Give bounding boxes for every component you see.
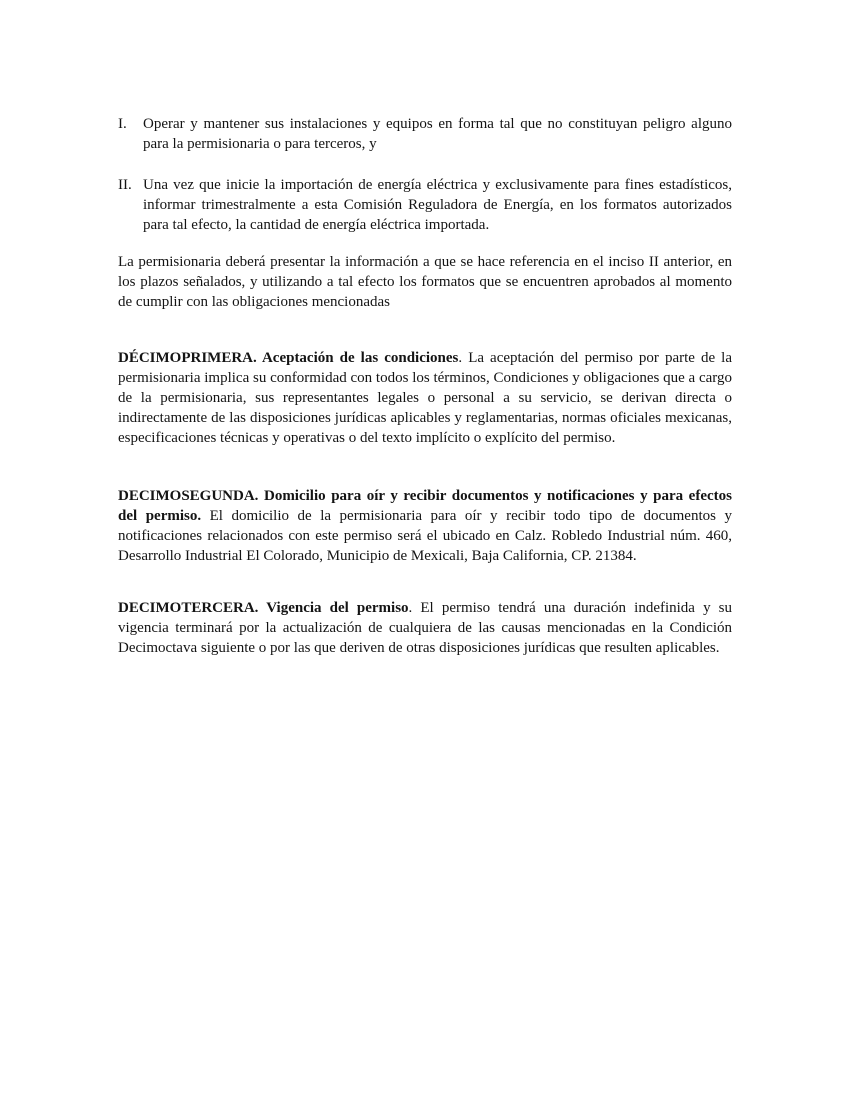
paragraph-obligations-text: La permisionaria deberá presentar la información a que se hace referencia en el inciso II anterior, en los plazos señalados, y utilizando a tal efecto los formatos que se encuentren aprobados al momento de cumplir con las obligaciones mencionadas — [118, 254, 732, 310]
paragraph-condition-decimoprimera — [118, 348, 732, 448]
list-item-1 — [118, 114, 732, 154]
list-item-1-text: Operar y mantener sus instalaciones y equipos en forma tal que no constituyan peligro alguno para la permisionaria o para terceros, y — [143, 116, 732, 152]
paragraph-obligations — [118, 252, 732, 312]
condition-decimosegunda-text: El domicilio de la permisionaria para oír y recibir todo tipo de documentos y notificaciones relacionados con este permiso será el ubicado en Calz. Robledo Industrial núm. 460, Desarrollo Industrial El Colorado, Municipio de Mexicali, Baja California, CP. 21384. — [118, 508, 732, 564]
condition-decimotercera-text: . El permiso tendrá una duración indefinida y su vigencia terminará por la actualización de cualquiera de las causas mencionadas en la Condición Decimoctava siguiente o por las que deriven de otras disposiciones jurídicas que resulten aplicables. — [118, 600, 733, 656]
list-item-2 — [118, 175, 732, 235]
list-item-2-text: Una vez que inicie la importación de energía eléctrica y exclusivamente para fines estadísticos, informar trimestralmente a esta Comisión Reguladora de Energía, en los formatos autorizados para tal efecto, la cantidad de energía eléctrica importada. — [143, 177, 732, 233]
document-content — [118, 114, 732, 658]
condition-decimosegunda-heading: DECIMOSEGUNDA. Domicilio para oír y recibir documentos y notificaciones y para efectos del permiso. — [118, 488, 732, 524]
condition-decimotercera-heading: DECIMOTERCERA. Vigencia del permiso — [118, 600, 409, 616]
list-item-2-numeral: II. — [118, 177, 132, 193]
paragraph-condition-decimosegunda — [118, 486, 732, 566]
condition-decimoprimera-heading: DÉCIMOPRIMERA. Aceptación de las condiciones — [118, 350, 459, 366]
condition-decimoprimera-text: . La aceptación del permiso por parte de la permisionaria implica su conformidad con todos los términos, Condiciones y obligaciones que a cargo de la permisionaria, sus representantes legales o personal a su servicio, se derivan directa o indirectamente de las disposiciones jurídicas aplicables y reglamentarias, normas oficiales mexicanas, especificaciones técnicas y operativas o del texto implícito o explícito del permiso. — [118, 350, 732, 446]
list-item-1-numeral: I. — [118, 116, 127, 132]
paragraph-condition-decimotercera — [118, 598, 732, 658]
